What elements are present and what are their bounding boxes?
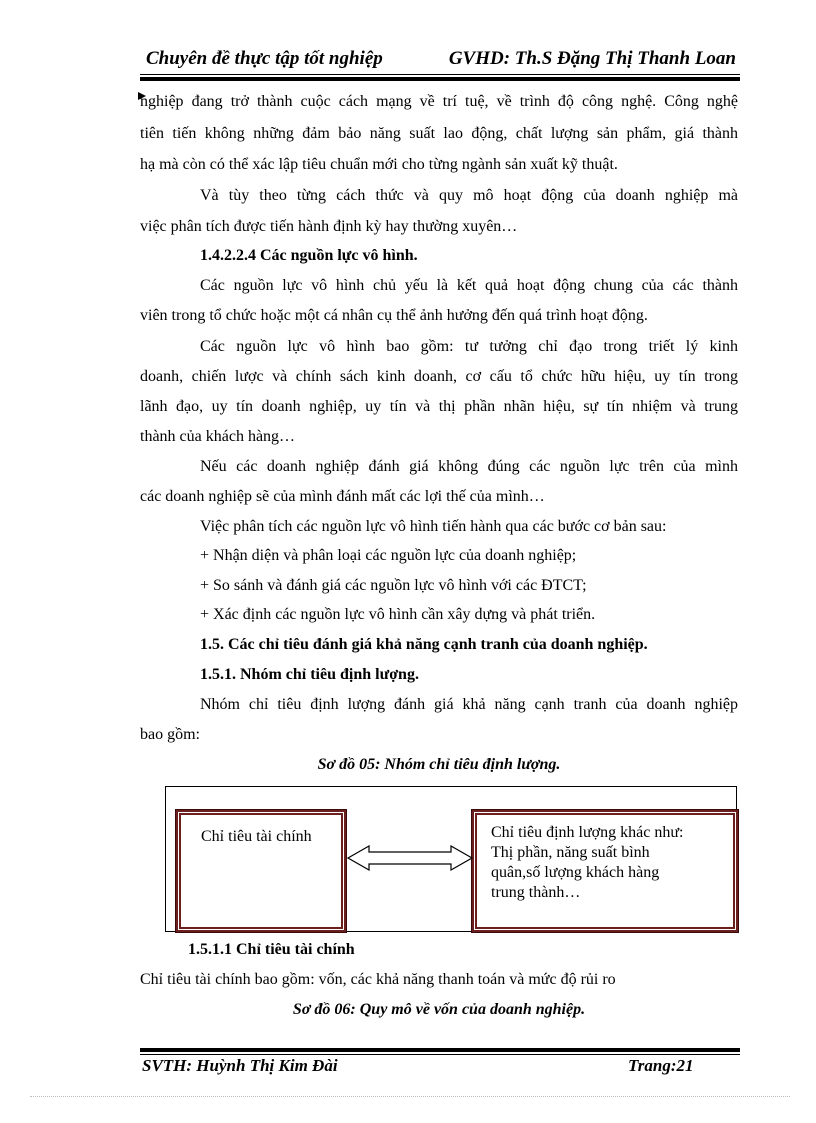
- section-heading: 1.5. Các chỉ tiêu đánh giá khả năng cạnh tranh của doanh nghiệp.: [200, 636, 648, 653]
- bullet-line: + So sánh và đánh giá các nguồn lực vô hình với các ĐTCT;: [200, 577, 587, 594]
- double-arrow-icon: [347, 845, 473, 871]
- paragraph-line: các doanh nghiệp sẽ của mình đánh mất các lợi thế của mình…: [140, 488, 545, 505]
- page-header: [140, 48, 740, 72]
- paragraph-line: lãnh đạo, uy tín doanh nghiệp, uy tín và thị phần nhãn hiệu, sự tín nhiệm và trung: [140, 398, 738, 415]
- paragraph-line: Nếu các doanh nghiệp đánh giá không đúng các nguồn lực trên của mình: [200, 458, 738, 475]
- paragraph-line: Việc phân tích các nguồn lực vô hình tiến hành qua các bước cơ bản sau:: [200, 518, 667, 535]
- paragraph-line: việc phân tích được tiến hành định kỳ hay thường xuyên…: [140, 218, 518, 235]
- footer-author: SVTH: Huỳnh Thị Kim Đài: [142, 1056, 338, 1075]
- paragraph-line: Các nguồn lực vô hình bao gồm: tư tưởng chỉ đạo trong triết lý kinh: [200, 338, 738, 355]
- bullet-line: + Xác định các nguồn lực vô hình cần xây dựng và phát triển.: [200, 606, 596, 623]
- header-title: Chuyên đề thực tập tốt nghiệp: [146, 48, 383, 69]
- section-heading: 1.5.1.1 Chỉ tiêu tài chính: [188, 941, 355, 958]
- paragraph-line: thành của khách hàng…: [140, 428, 296, 445]
- header-advisor: GVHD: Th.S Đặng Thị Thanh Loan: [448, 48, 736, 69]
- paragraph-line: hạ mà còn có thể xác lập tiêu chuẩn mới cho từng ngành sản xuất kỹ thuật.: [140, 156, 618, 173]
- paragraph-line: Chỉ tiêu tài chính bao gồm: vốn, các khả năng thanh toán và mức độ rủi ro: [140, 971, 616, 988]
- header-rule-thick: [140, 77, 740, 81]
- diagram-box-other: Chỉ tiêu định lượng khác như: Thị phần, năng suất bình quân,số lượng khách hàng trung thành…: [472, 810, 738, 932]
- paragraph-line: viên trong tổ chức hoặc một cá nhân cụ thể ảnh hưởng đến quá trình hoạt động.: [140, 307, 648, 324]
- header-rule-thin: [140, 74, 740, 75]
- paragraph-line: doanh, chiến lược và chính sách kinh doanh, cơ cấu tổ chức hữu hiệu, uy tín trong: [140, 368, 738, 385]
- section-heading: 1.4.2.2.4 Các nguồn lực vô hình.: [200, 247, 418, 264]
- page-bottom-dotted-line: [30, 1096, 790, 1097]
- page-number: Trang:21: [628, 1056, 694, 1075]
- diagram-caption: Sơ đồ 06: Quy mô về vốn của doanh nghiệp.: [292, 1001, 586, 1018]
- paragraph-line: Các nguồn lực vô hình chủ yếu là kết quả hoạt động chung của các thành: [200, 277, 738, 294]
- paragraph-line: nghiệp đang trở thành cuộc cách mạng về trí tuệ, về trình độ công nghệ. Công nghệ: [140, 93, 738, 110]
- footer-rule-thin: [140, 1054, 740, 1055]
- paragraph-line: tiên tiến không những đảm bảo năng suất lao động, chất lượng sản phẩm, giá thành: [140, 125, 738, 142]
- paragraph-line: Nhóm chỉ tiêu định lượng đánh giá khả năng cạnh tranh của doanh nghiệp: [200, 696, 738, 713]
- paragraph-line: Và tùy theo từng cách thức và quy mô hoạt động của doanh nghiệp mà: [200, 187, 738, 204]
- footer-rule-thick: [140, 1048, 740, 1052]
- section-heading: 1.5.1. Nhóm chỉ tiêu định lượng.: [200, 666, 419, 683]
- page-footer: [140, 1056, 740, 1078]
- diagram-caption: Sơ đồ 05: Nhóm chỉ tiêu định lượng.: [317, 756, 561, 773]
- diagram-box-financial: Chỉ tiêu tài chính: [176, 810, 346, 932]
- paragraph-line: bao gồm:: [140, 726, 200, 743]
- bullet-line: + Nhận diện và phân loại các nguồn lực của doanh nghiệp;: [200, 547, 577, 564]
